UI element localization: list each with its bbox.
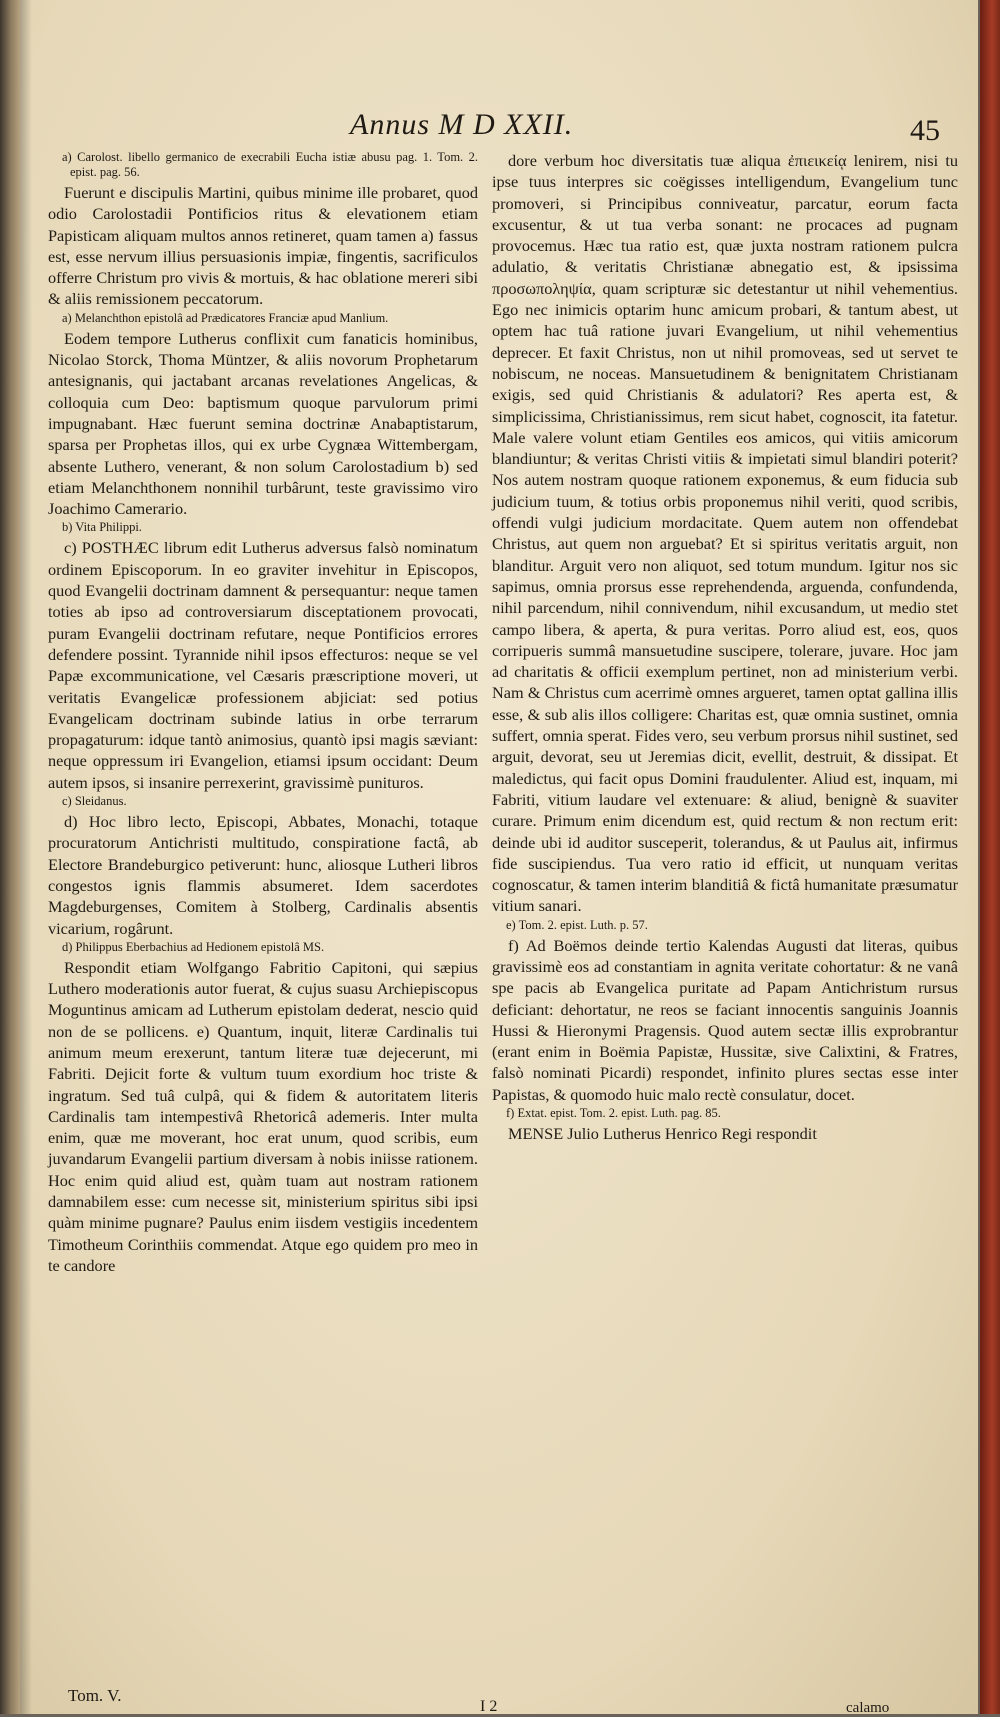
paragraph: Eodem tempore Lutherus conflixit cum fanaticis hominibus, Nicolao Storck, Thoma Müntzer, & aliis novorum Prophetarum antesignanis, qui jactabant arcanas revelationes Angelicas, & colloquia cum Deo: baptismum quoque parvulorum primi impugnabant. Hæc fuerunt semina doctrinæ Anabaptistarum, sparsa per Prophetas illos, qui ex urbe Cygnæa Wittembergam, absente Luthero, venerant, & non solum Carolostadium b) sed etiam Melanchthonem nonnihil turbârunt, teste gravissimo viro Joachimo Camerario. (48, 328, 478, 519)
paragraph: Respondit etiam Wolfgango Fabritio Capitoni, qui sæpius Luthero moderationis autor fuerat, & cujus suasu Archiepiscopus Moguntinus amicam ad Lutherum epistolam dederat, nescio quid non de se pollicens. e) Quantum, inquit, literæ Cardinalis tui animum meum erexerunt, tantum literæ tuæ dejecerunt, mi Fabriti. Dejicit forte & vultum tuum exordium hoc triste & ingratum. Sed tuâ culpâ, qui & fidem & autoritatem literis Cardinalis tam intempestivâ Rhetoricâ ademeris. Inter multa enim, quæ me moverant, hoc erat unum, quod scribis, eum juvandarum Evangelii partium diversam à nobis iniisse rationem. Hoc enim quid aliud est, quàm tuam aut nostram rationem damnabilem esse: cum necesse sit, ministerium spiritus sibi ipsi quàm minime pugnare? Paulus enim iisdem vestigiis incedentem Timotheum Corinthiis commendat. Atque ego quidem pro meo in te candore (48, 957, 478, 1275)
catchword: calamo (846, 1700, 890, 1716)
book-cover-edge (980, 0, 1000, 1714)
paragraph: f) Ad Boëmos deinde tertio Kalendas Augusti dat literas, quibus gravissimè eos ad constantiam in agnita veritate cohortatur: & ne vanâ spe pacis ab Evangelica puritate ad Papam Antichristum rursus deficiant: dehortatur, ne reos se faciant innocentis sanguinis Joannis Hussi & Hieronymi Pragensis. Quod autem sectæ illis exprobrantur (erant enim in Boëmia Papistæ, Hussitæ, sive Calixtini, & Fratres, falsò nominati Picardi) respondet, infinito plures sectas esse inter Papistas, & quomodo huic malo rectè consulatur, docet. (492, 935, 958, 1104)
gutter-shadow (20, 0, 32, 1714)
paragraph: MENSE Julio Lutherus Henrico Regi respondit (508, 1124, 817, 1144)
running-title: Annus M D XXII. (350, 108, 574, 141)
footnote: b) Vita Philippi. (62, 520, 142, 535)
page-header (340, 108, 960, 154)
paragraph: Fuerunt e discipulis Martini, quibus minime ille probaret, quod odio Carolostadii Pontificios ritus & elevationem etiam Papisticam aliquam multos annos retineret, quam tamen a) fassus est, esse nervum illius persuasionis impiæ, fingentis, sacrificulos offerre Christum pro vivis & mortuis, & hac oblatione mereri sibi & aliis remissionem peccatorum. (48, 183, 478, 309)
left-column (48, 150, 478, 1277)
paragraph: c) POSTHÆC librum edit Lutherus adversus falsò nominatum ordinem Episcoporum. In eo graviter invehitur in Episcopos, quod Evangelii doctrinam damnent & persequantur: neque tamen toties ab ipso ad controversiarum disceptationem provocati, puram Evangelii doctrinam refutare, neque Pontificios errores defendere possint. Tyrannide nihil ipsos effecturos: neque se vel Papæ excommunicatione, vel Cæsaris præscriptione moveri, ut veritatis Evangelicæ professionem abjiciat: sed potius Evangelicam doctrinam subinde latius in orbe terrarum propagaturum: idque tantò animosius, quantò ipsi magis sæviant: neque oppressum iri Evangelion, etiamsi ipsum occidant: Deum autem ipsos, si insanire perrexerint, gravissimè punituros. (48, 538, 478, 792)
paragraph: d) Hoc libro lecto, Episcopi, Abbates, Monachi, totaque procuratorum Antichristi multitudo, conspiratione factâ, ab Electore Brandeburgico petiverunt: hunc, aliosque Lutheri libros congestos ignis flammis absumeret. Idem sacerdotes Magdeburgenses, Comitem à Stolberg, Cardinalis absentis vicarium, rogârunt. (48, 812, 478, 938)
footnote: a) Carolost. libello germanico de execrabili Eucha istiæ abusu pag. 1. Tom. 2. epist. pag. 56. (62, 150, 478, 179)
footnote: d) Philippus Eberbachius ad Hedionem epistolâ MS. (62, 939, 325, 954)
volume-label: Tom. V. (68, 1686, 122, 1705)
signature-mark: I 2 (480, 1698, 498, 1715)
book-page (20, 0, 978, 1714)
page-number: 45 (910, 114, 940, 147)
right-column (492, 150, 958, 1145)
footnote: a) Melanchthon epistolâ ad Prædicatores Franciæ apud Manlium. (62, 310, 389, 325)
footnote: c) Sleidanus. (62, 794, 127, 809)
footnote: e) Tom. 2. epist. Luth. p. 57. (506, 917, 648, 932)
paragraph: dore verbum hoc diversitatis tuæ aliqua ἐπιεικείᾳ lenirem, nisi tu ipse tuus interpres sic coëgisses intelligendum, Evangelium tunc promoveri, si Principibus conniveatur, parcatur, eorum facta excusentur, & ut tua verba sonant: ne procaces ad pugnam provocemus. Hæc tua ratio est, quæ juxta nostram rationem pulcra adulatio, & veritatis Christianæ abnegatio est, & ipsissima προσωποληψία, quam scripturæ sic detestantur ut nihil vehementius. Ego nec inimicis optarim hunc amicum probari, & tantum abest, ut optem hac tuâ ratione juvari Evangelium, ut nihil vehementius deprecer. Et faxit Christus, non ut nihil promoveas, sed ut servet te nobiscum, ne noceas. Mansuetudinem & benignitatem Christianam exigis, sed quid Christianis & adulatori? Res aperta est, & simplicissima, Christianissimus, rem sicut habet, cognoscit, ita fatetur. Male valere volunt etiam Gentiles eos amicos, qui vitiis amicorum blandiuntur; & veritas Christi vitiis & impietati simul blandiri poterit? Nos autem nostram quoque rationem exponemus, & eum fiducia sub judicium tuum, & totius orbis proponemus nihil veriti, quod scribis, offendi vulgi judicium mordacitate. Quem autem non offendebat Christus, aut quem non arguebat? Et si spiritus veritatis arguit, non blanditur. Arguit vero non aliquot, sed totum mundum. Igitur nos sic sapimus, omnia prorsus esse reprehendenda, arguenda, confundenda, nihil parcendum, nihil connivendum, nihil excusandum, ut medio stet campo libera, & aperta, & pura veritas. Porro aliud est, eos, quos corripueris summâ mansuetudine suscipere, tolerare, juvare. Hoc jam ad charitatis & officii exemplum pertinet, non ad ministerium verbi. Nam & Christus cum acerrimè omnes argueret, tamen optat gallina illis esse, & sub alis illos colligere: Charitas est, quæ omnia sustinet, omnia suffert, omnia sperat. Fides vero, seu verbum prorsus nihil sustinet, sed arguit, devorat, seu ut Jeremias dicit, evellit, destruit, & dissipat. Et maledictus, qui facit opus Domini fraudulenter. Aliud est, inquam, mi Fabriti, vitium laudare vel extenuare: & aliud, benignè & suaviter curare. Primum enim dicendum est, quid rectum & non rectum erit: deinde ubi id auditor susceperit, tolerandus, & ut Paulus ait, infirmus fide suscipiendus. Tua vero ratio id efficit, ut nunquam veritas cognoscatur, & tamen interim blanditiâ & fictâ humanitate præsumatur vitium sanari. (492, 151, 958, 916)
footnote: f) Extat. epist. Tom. 2. epist. Luth. pag. 85. (506, 1106, 721, 1121)
